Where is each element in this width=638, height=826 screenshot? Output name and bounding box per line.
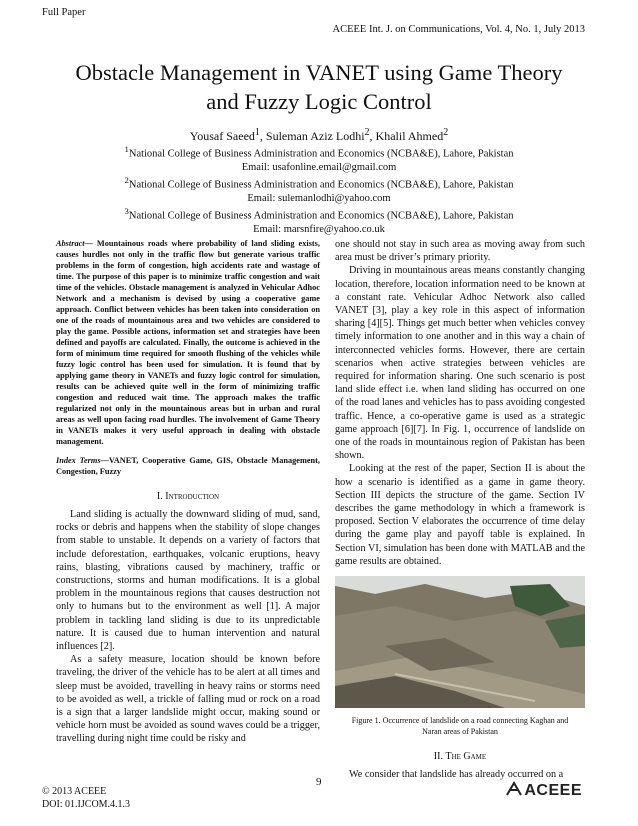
- author-affiliation-mark: 2: [443, 127, 449, 138]
- paper-title-line-2: and Fuzzy Logic Control: [206, 89, 432, 114]
- body-paragraph: Land sliding is actually the downward sliding of mud, sand, rocks or debris and happens when the stability of slope changes from stable to unstable. It depends on a variety of factors that include deforestation, earthquakes, volcanic eruptions, heavy rains, blasting, vibrations caused by machinery, traffic or constructions, storms and human modifications. It is a global problem in the mountainous regions that causes destruction not only to humans but to the environment as well [1]. A major problem in tackling land sliding is due to its unpredictable nature. It is caused due to human intervention and natural influences [2].: [56, 509, 320, 653]
- author-affiliation-mark: 1: [254, 127, 260, 138]
- author-name: Khalil Ahmed: [375, 129, 444, 143]
- aceee-logo: [506, 781, 582, 800]
- affiliation-list: [40, 143, 598, 236]
- abstract-label: Abstract—: [56, 239, 93, 248]
- index-terms-text: VANET, Cooperative Game, GIS, Obstacle Management, Congestion, Fuzzy: [56, 456, 320, 476]
- landslide-photo-illustration: [335, 576, 585, 708]
- paper-title-line-1: Obstacle Management in VANET using Game Theory: [75, 60, 563, 85]
- paper-title: [40, 58, 598, 116]
- author-affiliation-mark: 2: [364, 127, 370, 138]
- section-heading-introduction: I. Introduction: [156, 491, 220, 502]
- left-column: [56, 238, 320, 746]
- index-terms-label: Index Terms—: [56, 456, 109, 465]
- affiliation-row: $^1$National College of Business Administration and Economics (NCBA&E), Lahore, Pakistan: [124, 144, 514, 160]
- body-paragraph: Driving in mountainous areas means constantly changing location, therefore, location information need to be known at a constant rate. Vehicular Adhoc Network also called VANET [3], play a key role in this aspect of information sharing [4][5]. Things get much better when vehicles convey timely information to one another and in this way a chain of interconnected vehicles forms. However, there are certain scenarios when active strategies between vehicles are required for information sharing. One such scenario is post land slide effect i.e. when land sliding has occurred on one of the road lanes and vehicles has to pass avoiding congested traffic. Hence, a co-operative game is used as a strategic game approach [6][7]. In Fig. 1, occurrence of landslide on one of the roads in mountainous region of Pakistan has been shown.: [335, 265, 585, 462]
- abstract: [56, 238, 320, 447]
- affiliation-row: $^2$National College of Business Administration and Economics (NCBA&E), Lahore, Pakistan: [124, 174, 514, 191]
- page-number: 9: [316, 776, 322, 788]
- body-paragraph: We consider that landslide has already occurred on a: [349, 769, 564, 781]
- author-list: Yousaf Saeed$^1$, Suleman Aziz Lodhi$^2$, Khalil Ahmed$^2$: [189, 127, 449, 143]
- author-name: Yousaf Saeed: [189, 129, 255, 143]
- footer-copyright: [42, 785, 130, 811]
- aceee-logo-text: ACEEE: [524, 782, 582, 799]
- author-name: Suleman Aziz Lodhi: [265, 129, 365, 143]
- right-column: [335, 238, 585, 781]
- index-terms: [56, 455, 320, 477]
- affiliation-email: Email: sulemanlodhi@yahoo.com: [247, 192, 391, 204]
- aceee-logo-icon: [506, 781, 524, 797]
- journal-header: ACEEE Int. J. on Communications, Vol. 4, No. 1, July 2013: [332, 24, 585, 35]
- abstract-text: Mountainous roads where probability of land sliding exists, causes hurdles not only in the traffic flow but generate various traffic problems in the form of congestion, high accidents rate and wastage of time. The purpose of this paper is to minimize traffic congestion and wait time of the vehicles. Obstacle management is analyzed in Vehicular Adhoc Network and a mechanism is devised by using a cooperative game approach. Conflict between vehicles has been taken into consideration on one of the roads of mountainous area and two vehicles are considered to play the game. Possible actions, information set and strategies have been defined and payoffs are calculated. Finally, the outcome is achieved in the form of minimum time required for smooth flushing of the vehicles while fuzzy logic control has been used for simulation. It is found that by applying game theory in VANETs and fuzzy logic control for simulation, results can be achieved quite well in the form of minimizing traffic congestion and reduced wait time. The approach makes the traffic regularized not only in the mountainous areas but in urban and rural areas as well upon facing road hurdles. The involvement of Game Theory in VANETs makes it very useful approach in dealing with obstacle management.: [56, 239, 320, 446]
- body-paragraph: As a safety measure, location should be known before traveling, the driver of the vehicle has to be alert at all times and sleep must be avoided, travelling in heavy rains or storms need to be avoided as well, a trickle of falling mud or rock on a road is a sign that a larger landslide might occur, making sound or vehicle horn must be avoided as sound waves could be a trigger, travelling during night time could be risky and: [56, 654, 320, 745]
- affiliation-email: Email: usafonline.email@gmail.com: [241, 161, 397, 173]
- body-paragraph: one should not stay in such area as moving away from such area must be driver’s primary priority.: [335, 239, 585, 264]
- figure-caption: Figure 1. Occurrence of landslide on a road connecting Kaghan and Naran areas of Pakistan: [351, 716, 569, 736]
- copyright-text: © 2013 ACEEE: [42, 786, 107, 797]
- section-heading-the-game: II. The Game: [433, 751, 487, 763]
- landslide-photo: [335, 576, 585, 708]
- affiliation-email: Email: marsnfire@yahoo.co.uk: [253, 223, 385, 235]
- affiliation-row: $^3$National College of Business Administration and Economics (NCBA&E), Lahore, Pakistan: [124, 205, 514, 222]
- full-paper-label: Full Paper: [42, 7, 86, 18]
- body-paragraph: Looking at the rest of the paper, Section II is about the how a scenario is identified as a game in game theory. Section III depicts the structure of the game. Section IV describes the game methodology in which a framework is proposed. Section V elaborates the occurrence of time delay during the game play and payoff table is explained. In Section VI, simulation has been done with MATLAB and the game results are obtained.: [335, 463, 585, 567]
- doi-text: DOI: 01.IJCOM.4.1.3: [42, 799, 131, 810]
